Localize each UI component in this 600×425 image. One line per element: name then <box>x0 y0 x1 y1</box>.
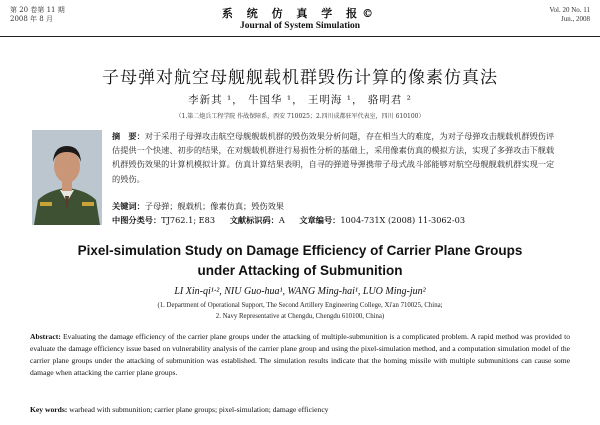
authors-cn: 李新其 ¹， 牛国华 ¹， 王明海 ¹， 骆明君 ² <box>188 94 412 106</box>
abstract-text-cn: 对于采用子母弹攻击航空母舰舰载机群的毁伤效果分析问题，存在相当大的难度，为对子母弹攻击舰载机群毁伤评估提供一个快速、初步的结果，在对舰载机群进行易损性分析的基础上，采用像素仿真的模拟方法，实现了多弹攻击下舰载机群毁伤效果的计算机模拟计算。仿真计算结果表明，自寻的弹道导弹携带子母式战斗部能够对航空母舰舰载机群实现一定的毁伤。 <box>112 131 555 184</box>
volume-en: Vol. 20 No. 11 <box>549 6 590 14</box>
keywords-text-en: warhead with submunition; carrier plane groups; pixel-simulation; damage efficiency <box>69 405 329 414</box>
abstract-label-en: Abstract: <box>30 332 61 341</box>
doc-code-value: A <box>278 215 285 225</box>
keywords-cn <box>112 201 558 212</box>
abstract-en <box>30 331 570 379</box>
paper-title-cn: 子母弹对航空母舰舰载机群毁伤计算的像素仿真法 <box>102 68 498 88</box>
journal-name-cn: 系 统 仿 真 学 报© <box>221 7 379 20</box>
keywords-label-en: Key words: <box>30 405 68 414</box>
clc-value: TJ762.1; E83 <box>161 215 216 225</box>
author-portrait-image <box>32 130 102 225</box>
journal-masthead <box>0 5 600 31</box>
paper-title-en <box>0 241 600 281</box>
author-photo <box>32 130 102 225</box>
doc-code-label: 文献标识码： <box>229 215 279 225</box>
affiliation-en <box>0 300 600 322</box>
keywords-en <box>30 405 570 414</box>
keywords-label-cn: 关键词： <box>112 201 145 211</box>
date-cn: 2008 年 8 月 <box>10 15 53 23</box>
abstract-cn <box>112 129 558 186</box>
title-en-line1: Pixel-simulation Study on Damage Efficiency of Carrier Plane Groups <box>77 243 523 258</box>
volume-cn: 第 20 卷第 11 期 <box>10 6 65 14</box>
article-number-label: 文章编号： <box>299 215 341 225</box>
abstract-label-cn: 摘 要： <box>112 131 145 141</box>
abstract-text-en: Evaluating the damage efficiency of the carrier plane groups under the attacking of multiple-submunition is a complicated problem. A rapid method was provided to evaluate the damage efficiency issue based on vulnerability analysis of the carrier plane group and using the pixel-simulation method, and a computation simulation model of the carrier plane groups under the attacking of submunition was established. The simulation results indicate that the homing missile with multiple submunitions can cause some damage when attacking the carrier plane groups. <box>30 332 570 377</box>
authors-en: LI Xin-qi¹·², NIU Guo-hua¹, WANG Ming-hai¹, LUO Ming-jun² <box>174 286 426 297</box>
header-rule <box>0 36 600 37</box>
affiliation-en-2: 2. Navy Representative at Chengdu, Chengdu 610100, China) <box>215 313 385 320</box>
journal-name-en: Journal of System Simulation <box>239 21 361 31</box>
header-volume-en <box>549 6 590 24</box>
affiliation-cn: （1.第二炮兵工程学院 作战保障系，西安 710025；2.四川成都驻军代表室，四川 610100） <box>175 113 425 120</box>
classification-row <box>112 215 477 226</box>
affiliation-en-1: (1. Department of Operational Support, The Second Artillery Engineering College, Xi'an 710025, China; <box>157 302 443 309</box>
clc-label: 中图分类号： <box>112 215 162 225</box>
title-en-line2: under Attacking of Submunition <box>197 263 403 278</box>
article-number-value: 1004-731X (2008) 11-3062-03 <box>340 215 466 225</box>
keywords-text-cn: 子母弹；舰载机；像素仿真；毁伤效果 <box>144 201 284 211</box>
date-en: Jun., 2008 <box>561 15 590 23</box>
